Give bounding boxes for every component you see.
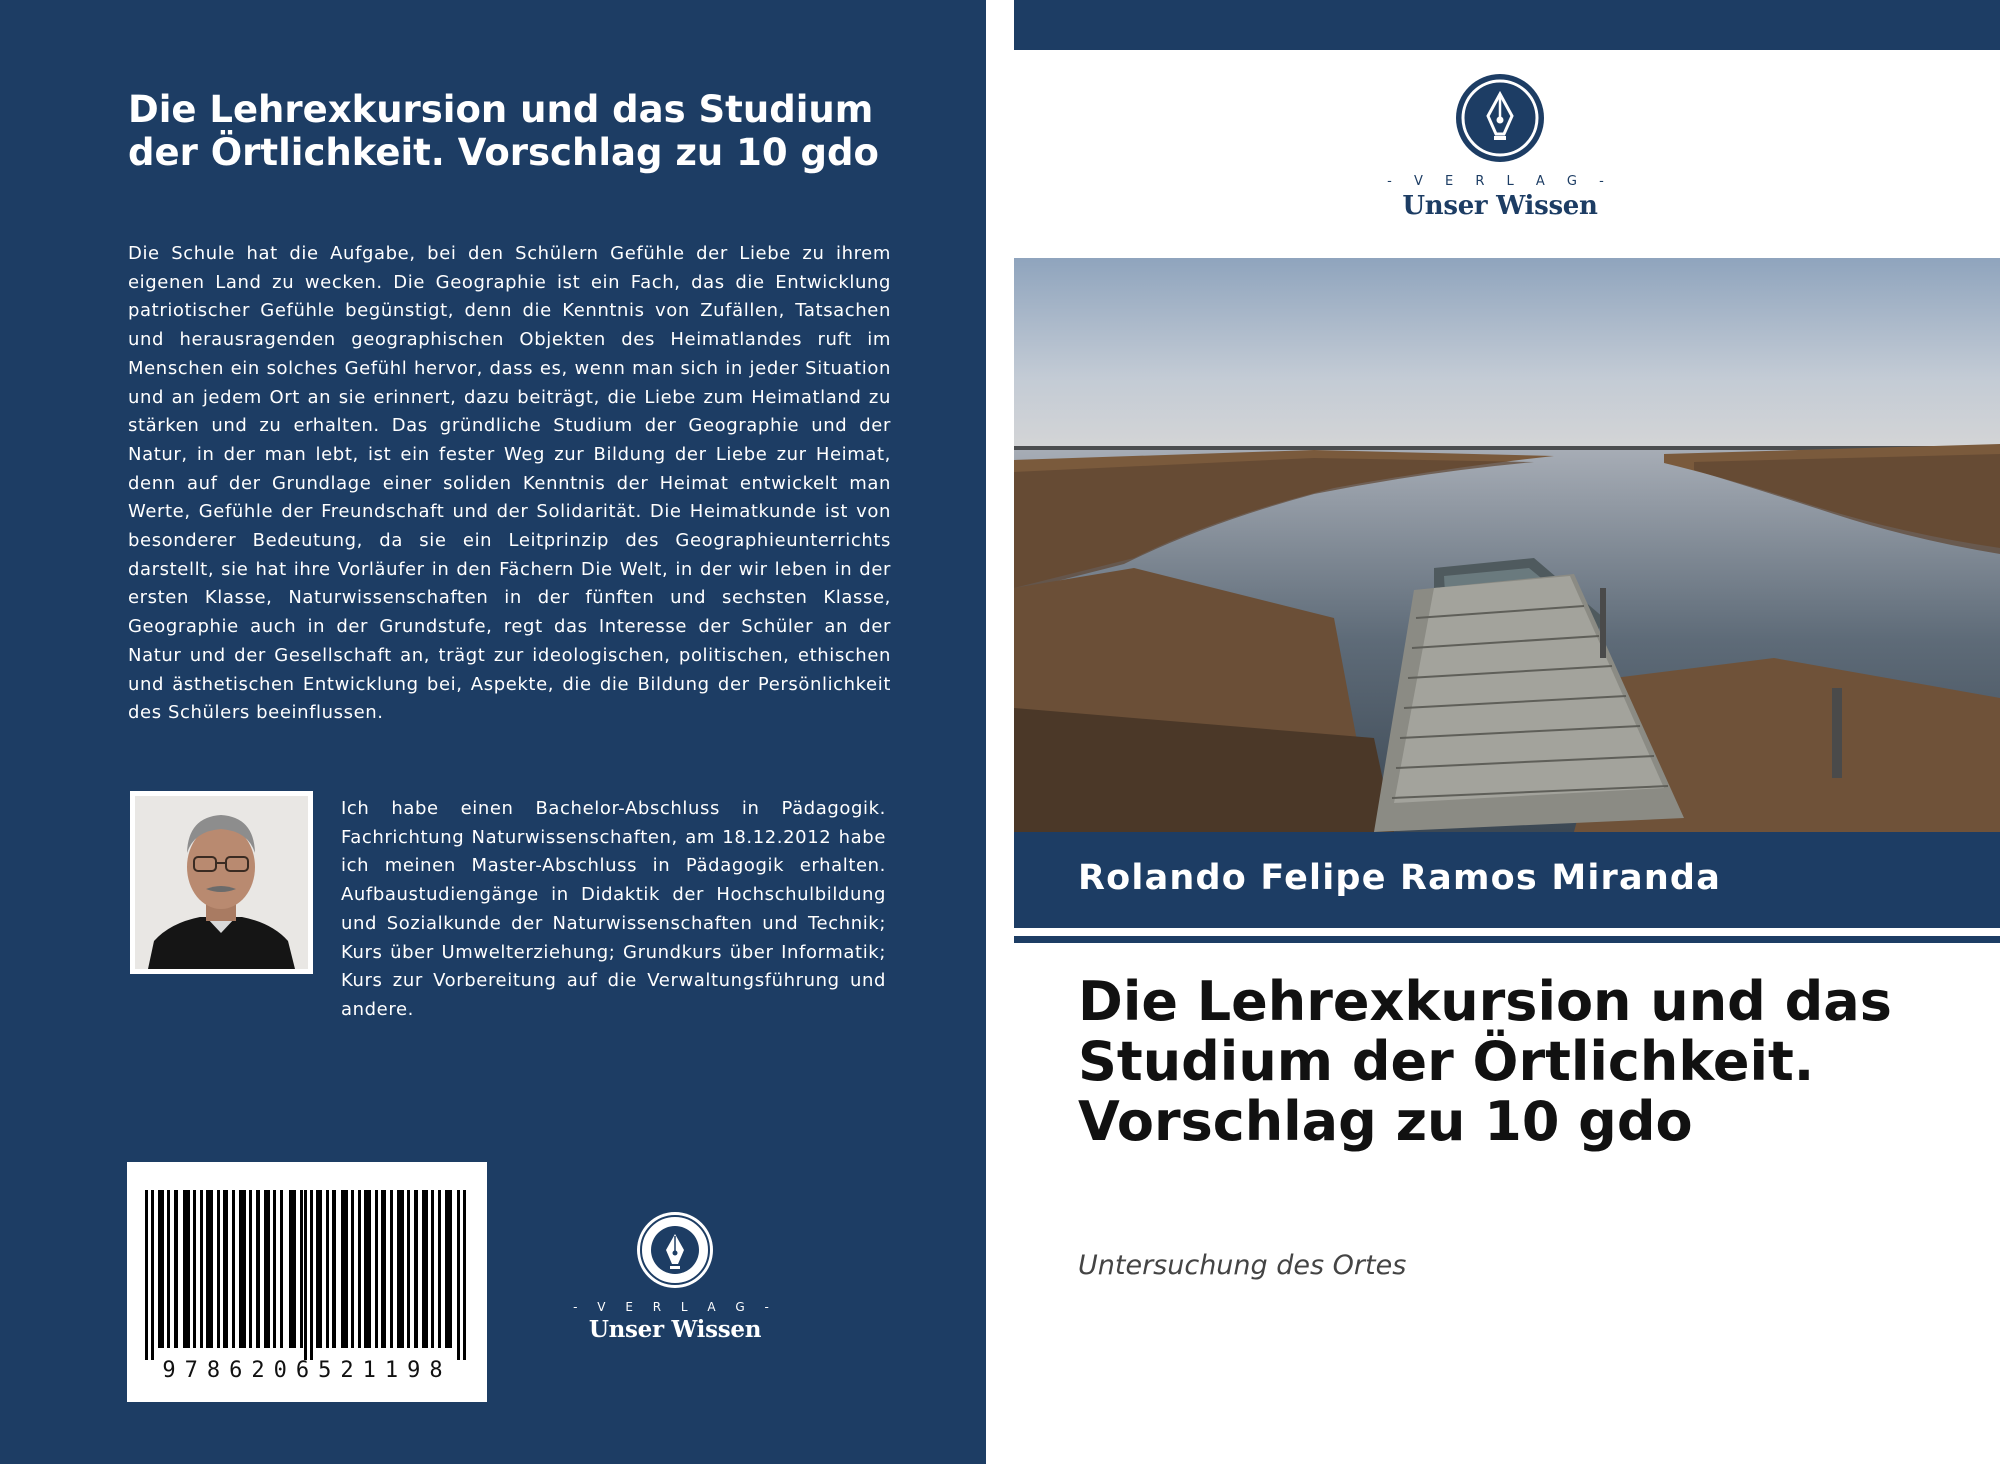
author-band [1014, 832, 2000, 928]
author-bio: Ich habe einen Bachelor-Abschluss in Pädagogik. Fachrichtung Naturwissenschaften, am 18.12.2012 habe ich meinen Master-Abschluss in Pädagogik erhalten. Aufbaustudiengänge in Didaktik der Hochschulbildung und Sozialkunde der Naturwissenschaften und Technik; Kurs über Umwelterziehung; Grundkurs über Informatik; Kurs zur Vorbereitung auf die Verwaltungsführung und andere. [341, 798, 886, 1020]
back-cover [0, 0, 986, 1464]
back-cover-blurb: Die Schule hat die Aufgabe, bei den Schülern Gefühle der Liebe zu ihrem eigenen Land zu wecken. Die Geographie ist ein Fach, das die Entwicklung patriotischer Gefühle begünstigt, denn die Kenntnis von Zufällen, Tatsachen und herausragenden geographischen Objekten des Heimatlandes ruft im Menschen ein solches Gefühl hervor, dass es, wenn man sich in jeder Situation und an jedem Ort an sie erinnert, dazu beiträgt, die Liebe zum Heimatland zu stärken und zu erhalten. Das gründliche Studium der Geographie und der Natur, in der man lebt, ist ein fester Weg zur Bildung der Liebe zur Heimat, denn auf der Grundlage einer soliden Kenntnis der Heimat entwickelt man Werte, Gefühle der Freundschaft und der Solidarität. Die Heimatkunde ist von besonderer Bedeutung, da sie ein Leitprinzip des Geographieunterrichts darstellt, sie hat ihre Vorläufer in den Fächern Die Welt, in der wir leben in der ersten Klasse, Naturwissenschaften in der fünften und sechsten Klasse, Geographie auch in der Grundstufe, regt das Interesse der Schüler an der Natur und der Gesellschaft an, trägt zur ideologischen, politischen, ethischen und ästhetischen Entwicklung bei, Aspekte, die die Bildung der Persönlichkeit des Schülers beeinflussen. [128, 243, 891, 724]
cover-photo-lake-dock [1014, 258, 2000, 832]
publisher-name: Unser Wissen [588, 1316, 762, 1343]
front-cover-subtitle: Untersuchung des Ortes [1078, 1250, 1407, 1281]
publisher-logo-back [570, 1210, 780, 1343]
isbn-digits: 9786206521198 [162, 1358, 452, 1383]
publisher-verlag-label: - V E R L A G - [1387, 174, 1613, 189]
author-photo [130, 791, 313, 974]
front-cover-top-bar [1014, 0, 2000, 50]
publisher-seal-icon [635, 1210, 715, 1290]
publisher-name: Unser Wissen [1402, 191, 1598, 221]
back-cover-title: Die Lehrexkursion und das Studium der Örtlichkeit. Vorschlag zu 10 gdo [128, 88, 879, 174]
author-band-rule [1014, 936, 2000, 943]
publisher-verlag-label: - V E R L A G - [573, 1300, 777, 1314]
spine-gap [986, 0, 1014, 1464]
barcode-bars [145, 1190, 469, 1360]
isbn-barcode [127, 1162, 487, 1402]
publisher-logo-front [1380, 72, 1620, 222]
front-cover-title: Die Lehrexkursion und das Studium der Örtlichkeit. Vorschlag zu 10 gdo [1078, 970, 1892, 1153]
front-cover-author: Rolando Felipe Ramos Miranda [1078, 858, 1722, 898]
fountain-pen-nib-icon [1454, 72, 1546, 164]
